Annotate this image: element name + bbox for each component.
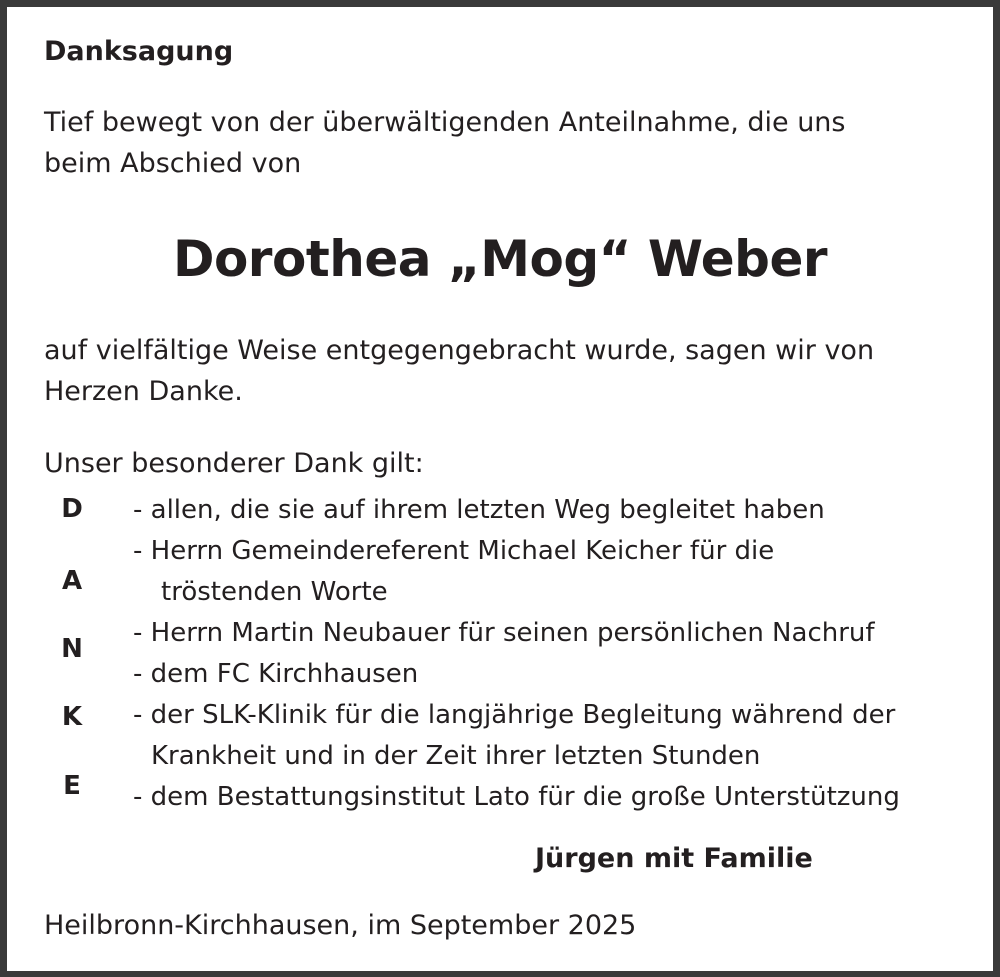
thanks-list-item-continuation: Krankheit und in der Zeit ihrer letzten Stunden xyxy=(151,741,761,771)
thanks-list-item: - dem FC Kirchhausen xyxy=(133,659,419,689)
intro-line: beim Abschied von xyxy=(44,148,302,179)
danke-letter: E xyxy=(63,771,81,801)
danke-letter: K xyxy=(61,702,83,732)
thanks-list xyxy=(133,490,900,818)
intro-text xyxy=(44,102,845,184)
danke-letter: A xyxy=(61,566,83,596)
thanks-list-item: - Herrn Gemeindereferent Michael Keicher für die xyxy=(133,536,775,566)
thanks-list-item: - allen, die sie auf ihrem letzten Weg begleitet haben xyxy=(133,495,825,525)
intro-line: Tief bewegt von der überwältigenden Anteilnahme, die uns xyxy=(44,107,846,138)
outro-line: Herzen Danke. xyxy=(44,376,243,407)
deceased-name: Dorothea „Mog“ Weber xyxy=(172,230,828,288)
outro-line: auf vielfältige Weise entgegengebracht wurde, sagen wir von xyxy=(44,335,875,366)
thanks-list-item: - Herrn Martin Neubauer für seinen persönlichen Nachruf xyxy=(133,618,875,648)
thanks-list-item-continuation: tröstenden Worte xyxy=(161,577,388,607)
place-and-date: Heilbronn-Kirchhausen, im September 2025 xyxy=(44,910,637,941)
outro-text xyxy=(44,330,874,412)
special-thanks-intro: Unser besonderer Dank gilt: xyxy=(44,448,424,479)
signature: Jürgen mit Familie xyxy=(535,843,813,874)
danke-letter: N xyxy=(61,634,83,664)
danke-letter: D xyxy=(61,494,83,524)
notice-heading: Danksagung xyxy=(44,36,234,67)
thanks-list-item: - dem Bestattungsinstitut Lato für die große Unterstützung xyxy=(133,782,900,812)
thanks-list-item: - der SLK-Klinik für die langjährige Begleitung während der xyxy=(133,700,896,730)
